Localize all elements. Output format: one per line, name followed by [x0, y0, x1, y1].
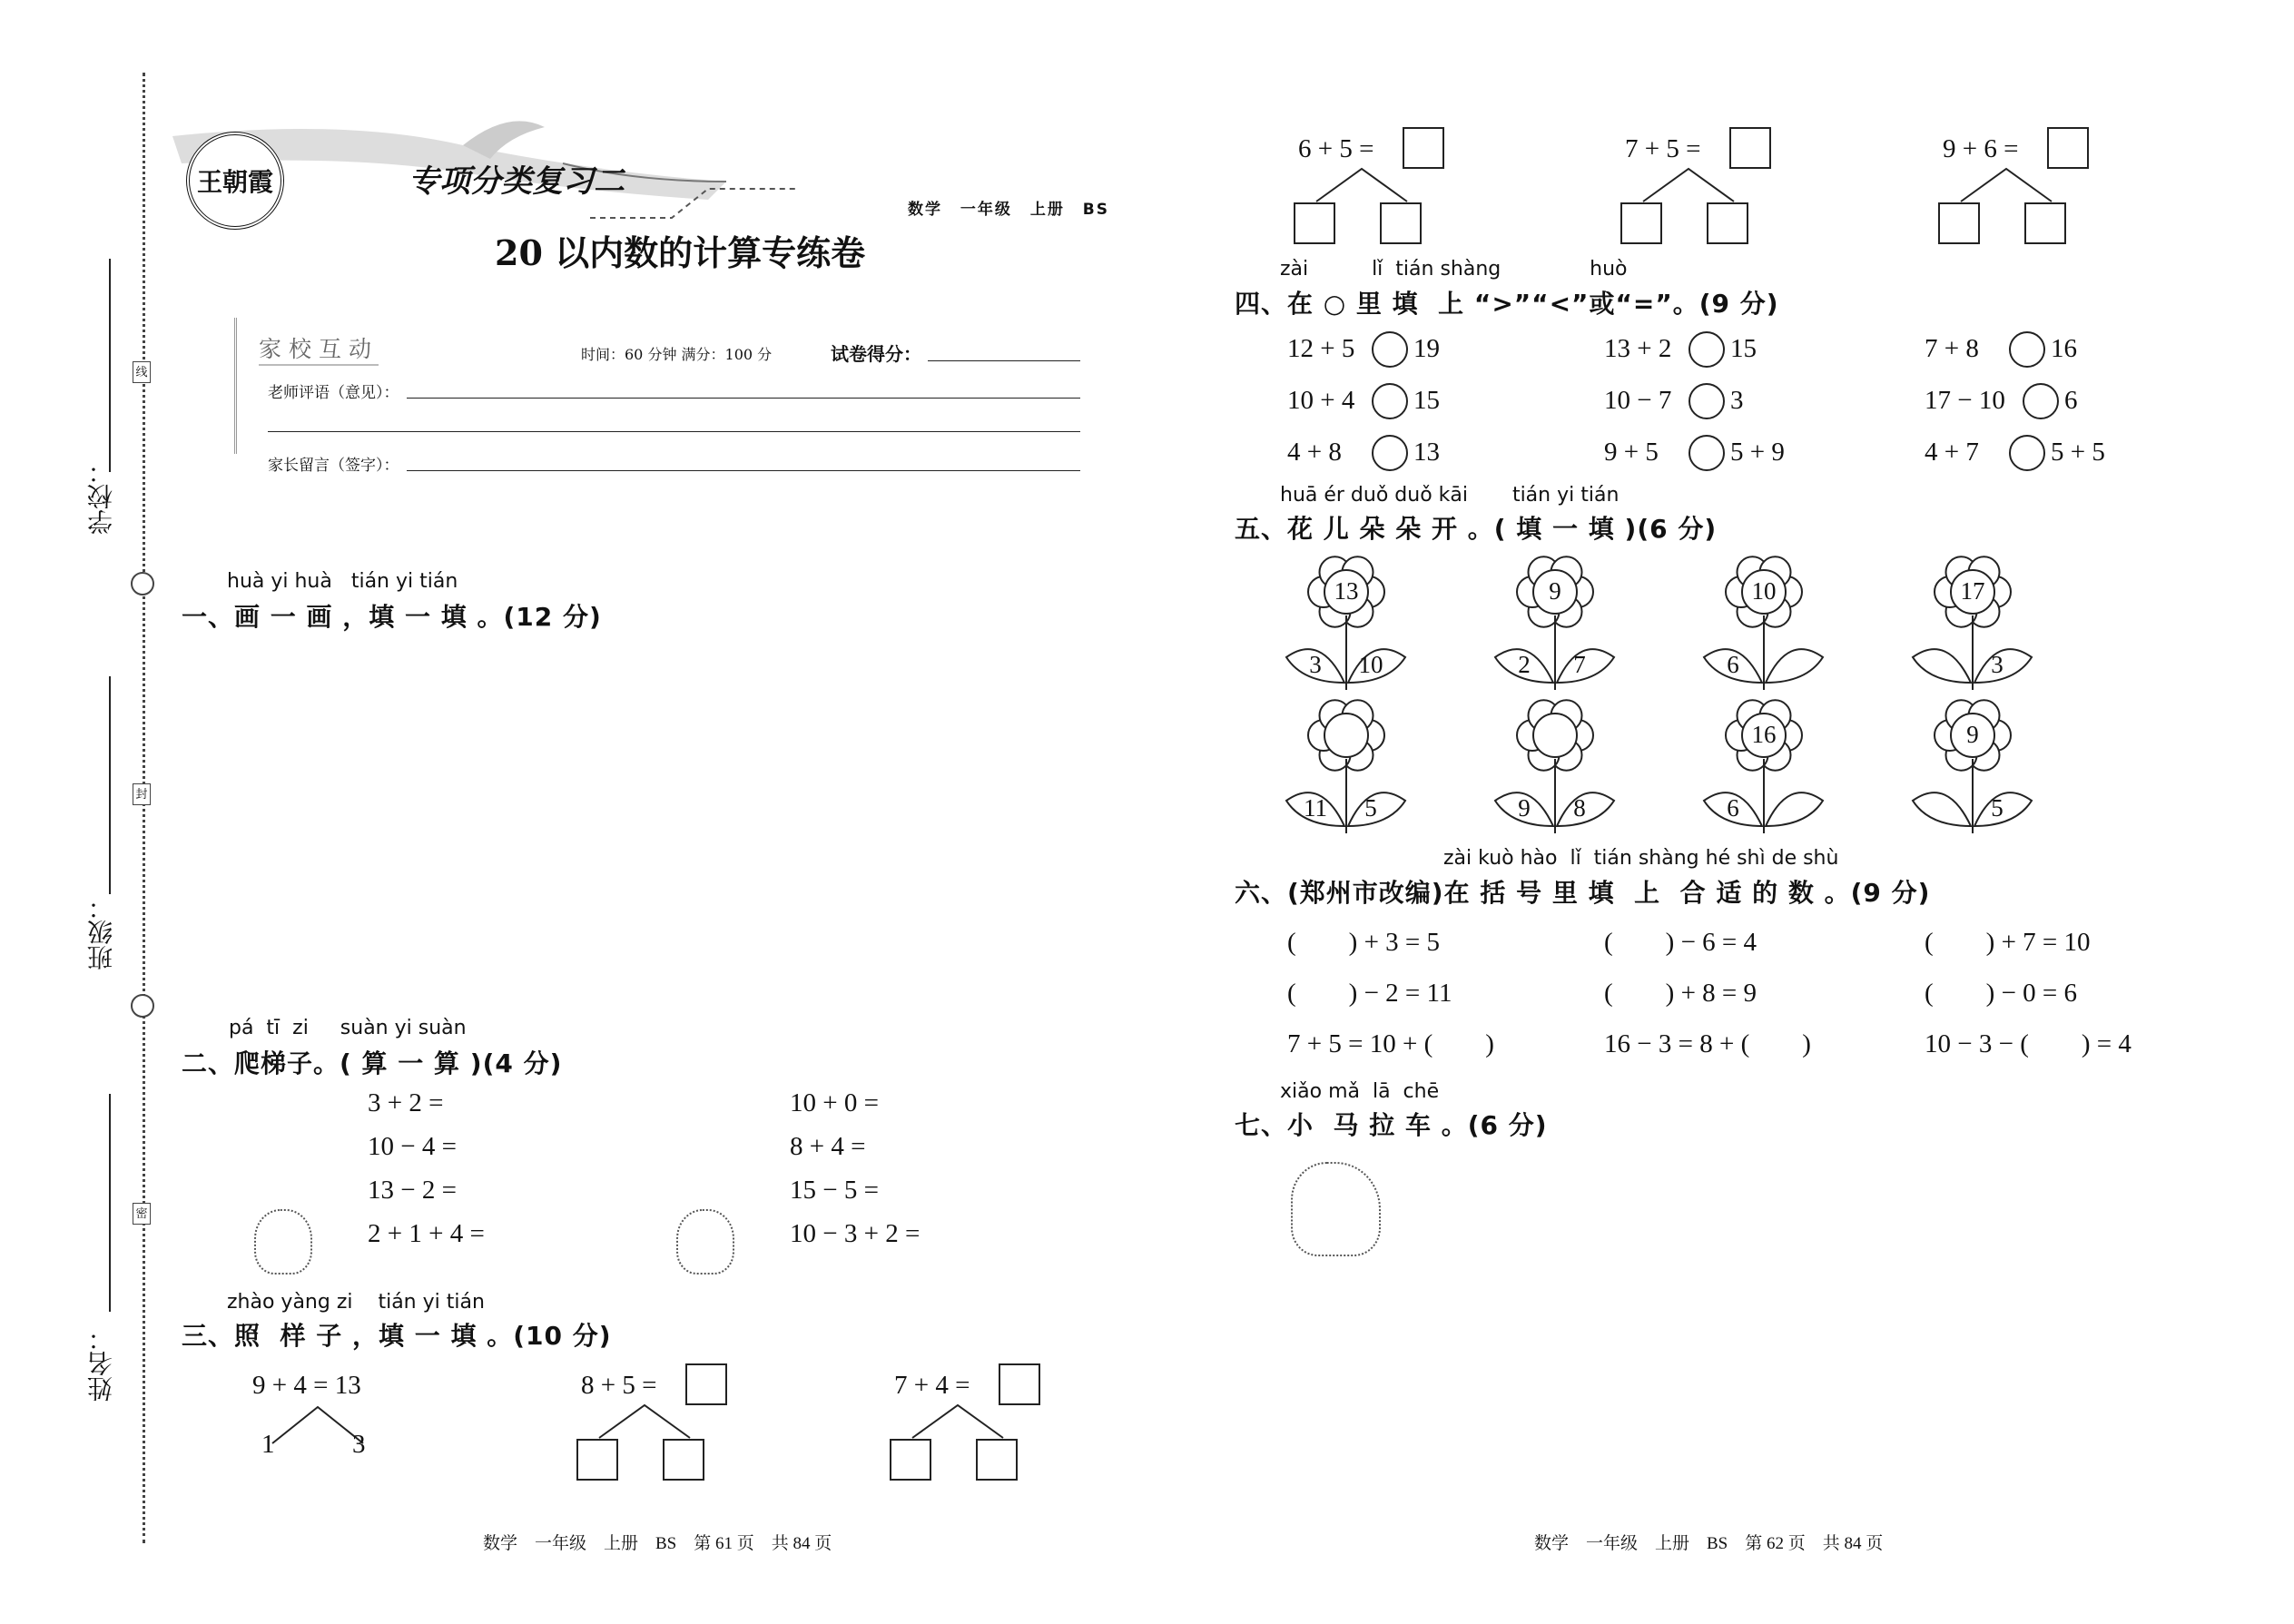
flower-center-number: 10	[1751, 577, 1777, 605]
s3-sum-box[interactable]	[1403, 127, 1444, 169]
s3-branch	[903, 1402, 1012, 1440]
parent-message-field[interactable]	[407, 470, 1080, 471]
s6-fill-equation[interactable]: ( ) − 0 = 6	[1925, 979, 2078, 1008]
s4-compare-circle[interactable]	[1689, 331, 1725, 368]
s6-fill-equation[interactable]: ( ) + 3 = 5	[1287, 928, 1441, 957]
score-field[interactable]	[928, 360, 1080, 361]
s6-title: 六、(郑州市改编)在 括 号 里 填 上 合 适 的 数 。(9 分)	[1235, 878, 1931, 908]
s3-sum-box[interactable]	[685, 1363, 727, 1405]
s6-pinyin: zài kuò hào lǐ tián shàng hé shì de shù	[1443, 847, 1839, 870]
flower-left-leaf-number: 11	[1304, 794, 1327, 822]
s3-equation: 6 + 5 =	[1298, 134, 1374, 163]
s3-equation: 7 + 4 =	[894, 1371, 970, 1400]
s4-left-expr: 13 + 2	[1604, 334, 1672, 363]
class-field[interactable]	[109, 676, 111, 894]
s5-pinyin: huā ér duǒ duǒ kāi tián yi tián	[1280, 484, 1620, 507]
s3-part-box[interactable]	[663, 1439, 704, 1481]
s4-right-expr: 3	[1730, 386, 1744, 415]
teacher-comment-label: 老师评语（意见）：	[268, 384, 399, 402]
binding-mark-1: 线	[133, 361, 151, 383]
flower-left-leaf-number: 3	[1309, 651, 1322, 678]
s4-compare-circle[interactable]	[1689, 383, 1725, 419]
s3-branch	[1307, 165, 1416, 203]
ladder-rung-equation: 2 + 1 + 4 =	[368, 1219, 485, 1248]
s3-part-box[interactable]	[1620, 202, 1662, 244]
flower-right-leaf-number: 7	[1573, 651, 1586, 678]
s3-sum-box[interactable]	[999, 1363, 1040, 1405]
flower-right-leaf-number: 10	[1358, 651, 1383, 678]
s6-fill-equation[interactable]: 10 − 3 − ( ) = 4	[1925, 1029, 2132, 1058]
s4-right-expr: 5 + 9	[1730, 438, 1785, 467]
flower-left-leaf-number: 6	[1727, 794, 1739, 822]
s4-right-expr: 15	[1413, 386, 1440, 415]
name-label: 姓名：	[86, 1325, 116, 1402]
s4-compare-circle[interactable]	[2009, 331, 2045, 368]
s7-title: 七、小 马 拉 车 。(6 分)	[1235, 1110, 1548, 1140]
s4-compare-circle[interactable]	[1372, 383, 1408, 419]
logo-text: 王朝霞	[196, 167, 273, 197]
score-label: 试卷得分：	[831, 343, 921, 365]
s3-branch	[590, 1402, 699, 1440]
flower-right-leaf-number: 5	[1364, 794, 1377, 822]
s1-pinyin: huà yi huà tián yi tián	[227, 570, 458, 593]
publisher-logo	[186, 132, 284, 230]
flower-center-number: 17	[1960, 577, 1985, 605]
ladder-rung-equation: 10 − 3 + 2 =	[790, 1219, 921, 1248]
teacher-comment-field[interactable]	[407, 398, 1080, 399]
ladder-rung-equation: 15 − 5 =	[790, 1176, 879, 1205]
flower-right-leaf-number: 3	[1991, 651, 2004, 678]
s7-pinyin: xiǎo mǎ lā chē	[1280, 1080, 1440, 1103]
s3-part-box[interactable]	[1938, 202, 1980, 244]
s4-compare-circle[interactable]	[2023, 383, 2059, 419]
s4-left-expr: 17 − 10	[1925, 386, 2005, 415]
s6-fill-equation[interactable]: ( ) + 8 = 9	[1604, 979, 1757, 1008]
s4-left-expr: 10 − 7	[1604, 386, 1672, 415]
ladder-rung-equation: 3 + 2 =	[368, 1088, 444, 1117]
flower-left-leaf-number: 6	[1727, 651, 1739, 678]
subject-tag: 数学 一年级 上册 BS	[908, 201, 1109, 219]
s6-fill-equation[interactable]: ( ) − 2 = 11	[1287, 979, 1452, 1008]
subtitle: 专项分类复习二	[409, 163, 625, 200]
s6-fill-equation[interactable]: 7 + 5 = 10 + ( )	[1287, 1029, 1494, 1058]
s3-title: 三、照 样 子 ，填 一 填 。(10 分)	[182, 1321, 612, 1351]
flower-left-leaf-number: 9	[1518, 794, 1531, 822]
flower-center-number: 9	[1549, 577, 1561, 605]
s3-pinyin: zhào yàng zi tián yi tián	[227, 1291, 485, 1314]
s4-left-expr: 12 + 5	[1287, 334, 1355, 363]
cat-illustration	[676, 1209, 734, 1275]
s3-part-box[interactable]	[1380, 202, 1422, 244]
s6-fill-equation[interactable]: 16 − 3 = 8 + ( )	[1604, 1029, 1811, 1058]
class-label: 班级：	[86, 894, 116, 970]
s4-right-expr: 16	[2051, 334, 2077, 363]
s4-compare-circle[interactable]	[1689, 435, 1725, 471]
parent-message-label: 家长留言（签字）：	[268, 457, 399, 475]
binding-mark-3: 密	[133, 1203, 151, 1225]
page-title: 20 以内数的计算专练卷	[495, 232, 866, 273]
s4-right-expr: 6	[2064, 386, 2078, 415]
s5-title: 五、花 儿 朵 朵 开 。( 填 一 填 )(6 分)	[1235, 514, 1718, 544]
s3-part-box[interactable]	[1294, 202, 1335, 244]
s3-equation: 7 + 5 =	[1625, 134, 1701, 163]
s6-fill-equation[interactable]: ( ) − 6 = 4	[1604, 928, 1757, 957]
s4-compare-circle[interactable]	[1372, 331, 1408, 368]
s3-part-box[interactable]	[890, 1439, 931, 1481]
s4-right-expr: 13	[1413, 438, 1440, 467]
ladder-rung-equation: 8 + 4 =	[790, 1132, 866, 1161]
s3-example-right: 3	[352, 1430, 366, 1459]
binding-hole-1	[131, 572, 154, 595]
s3-equation: 8 + 5 =	[581, 1371, 657, 1400]
s4-compare-circle[interactable]	[1372, 435, 1408, 471]
s2-pinyin: pá tī zi suàn yi suàn	[229, 1017, 467, 1039]
s3-part-box[interactable]	[576, 1439, 618, 1481]
flower-right-leaf-number: 5	[1991, 794, 2004, 822]
s4-compare-circle[interactable]	[2009, 435, 2045, 471]
s1-title: 一、画 一 画 ，填 一 填 。(12 分)	[182, 602, 602, 632]
teacher-comment-field-2[interactable]	[268, 431, 1080, 432]
flower-right-leaf-number: 8	[1573, 794, 1586, 822]
time-score: 时间：60 分钟 满分：100 分	[581, 346, 773, 363]
footer-right: 数学 一年级 上册 BS 第 62 页 共 84 页	[1534, 1534, 1884, 1553]
s4-pinyin: zài lǐ tián shàng huò	[1280, 258, 1628, 281]
binding-dotted-line	[143, 73, 145, 1543]
s3-sum-box[interactable]	[2047, 127, 2089, 169]
s4-left-expr: 10 + 4	[1287, 386, 1355, 415]
s3-example-equation: 9 + 4 = 13	[252, 1371, 361, 1400]
ladder-rung-equation: 10 + 0 =	[790, 1088, 879, 1117]
flower-center-number: 16	[1751, 721, 1777, 748]
s3-branch	[1952, 165, 2061, 203]
s4-right-expr: 5 + 5	[2051, 438, 2105, 467]
s6-fill-equation[interactable]: ( ) + 7 = 10	[1925, 928, 2091, 957]
s4-left-expr: 7 + 8	[1925, 334, 1979, 363]
footer-left: 数学 一年级 上册 BS 第 61 页 共 84 页	[483, 1534, 832, 1553]
binding-mark-2: 封	[133, 783, 151, 805]
flower-left-leaf-number: 2	[1518, 651, 1531, 678]
ladder-rung-equation: 10 − 4 =	[368, 1132, 457, 1161]
ladder-rung-equation: 13 − 2 =	[368, 1176, 457, 1205]
school-field[interactable]	[109, 259, 111, 472]
s3-part-box[interactable]	[1707, 202, 1748, 244]
s3-part-box[interactable]	[976, 1439, 1018, 1481]
s4-left-expr: 4 + 8	[1287, 438, 1342, 467]
name-field[interactable]	[109, 1094, 111, 1312]
school-label: 学校：	[86, 458, 116, 535]
s4-right-expr: 15	[1730, 334, 1757, 363]
cat-illustration	[254, 1209, 312, 1275]
s4-left-expr: 9 + 5	[1604, 438, 1659, 467]
s3-sum-box[interactable]	[1729, 127, 1771, 169]
flower-center-number: 9	[1966, 721, 1979, 748]
binding-hole-2	[131, 994, 154, 1018]
s4-title: 四、在 ○ 里 填 上 “>”“<”或“=”。(9 分)	[1235, 289, 1779, 319]
flower-center-number: 13	[1334, 577, 1359, 605]
s3-equation: 9 + 6 =	[1943, 134, 2019, 163]
s2-title: 二、爬梯子。( 算 一 算 )(4 分)	[182, 1048, 563, 1078]
horse-illustration	[1291, 1162, 1381, 1256]
s4-right-expr: 19	[1413, 334, 1440, 363]
s3-branch	[1634, 165, 1743, 203]
stamp-label: 家校互动	[259, 331, 379, 366]
s4-left-expr: 4 + 7	[1925, 438, 1979, 467]
s3-part-box[interactable]	[2024, 202, 2066, 244]
s3-example-left: 1	[261, 1430, 275, 1459]
